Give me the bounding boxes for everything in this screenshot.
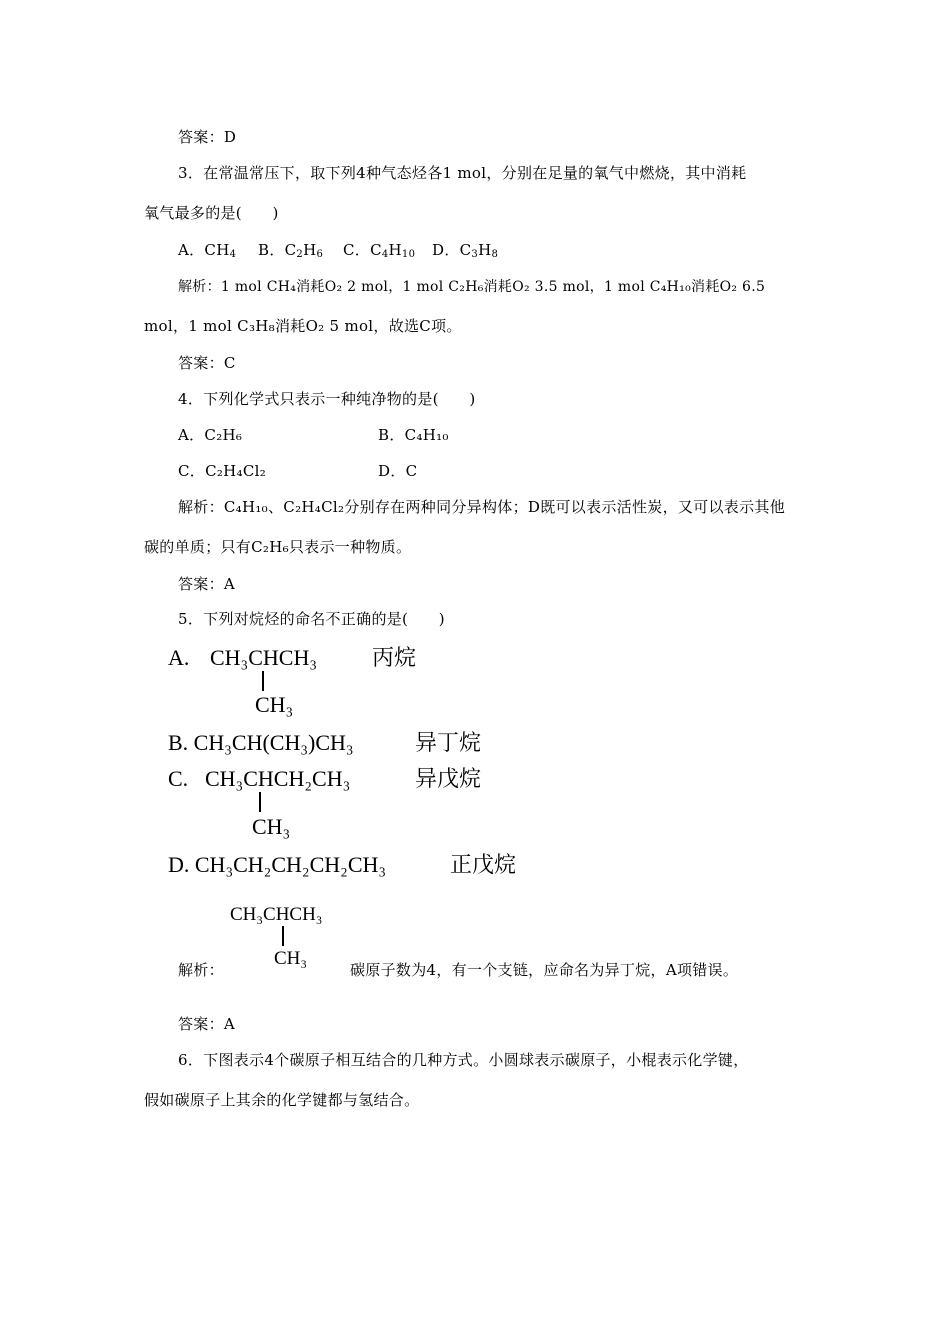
q5-option-a-branch: CH₃ bbox=[255, 692, 294, 717]
q3-analysis-line-2: mol，1 mol C₃H₈消耗O₂ 5 mol，故选C项。 bbox=[144, 317, 462, 335]
q5-analysis-branch: CH₃ bbox=[274, 948, 308, 969]
q4-analysis-line-2: 碳的单质；只有C₂H₆只表示一种物质。 bbox=[144, 538, 412, 556]
q3-stem-line-1: 3．在常温常压下，取下列4种气态烃各1 mol，分别在足量的氧气中燃烧，其中消耗 bbox=[178, 164, 747, 182]
answer-q5: 答案：A bbox=[178, 1015, 236, 1033]
q3-option-d: D．$C_3H_8$ bbox=[432, 241, 499, 260]
answer-q3: 答案：C bbox=[178, 354, 236, 372]
q4-stem: 4．下列化学式只表示一种纯净物的是( ) bbox=[178, 390, 476, 408]
q5-analysis-label: 解析： bbox=[178, 961, 224, 979]
q6-stem-line-2: 假如碳原子上其余的化学键都与氢结合。 bbox=[144, 1091, 420, 1109]
q6-stem-line-1: 6．下图表示4个碳原子相互结合的几种方式。小圆球表示碳原子，小棍表示化学键， bbox=[178, 1051, 749, 1069]
q3-stem-line-2: 氧气最多的是( ) bbox=[144, 204, 279, 222]
q5-analysis-text: 碳原子数为4，有一个支链，应命名为异丁烷，A项错误。 bbox=[350, 961, 739, 979]
q5-stem: 5．下列对烷烃的命名不正确的是( ) bbox=[178, 610, 445, 628]
q5-option-c-name: 异戊烷 bbox=[415, 766, 482, 791]
q4-option-d: D．C bbox=[378, 462, 418, 480]
q4-analysis-line-1: 解析：C₄H₁₀、C₂H₄Cl₂分别存在两种同分异构体；D既可以表示活性炭，又可以表示其他 bbox=[178, 498, 785, 516]
q5-option-d-formula: D. CH₃CH₂CH₂CH₂CH₃ bbox=[168, 852, 387, 877]
q3-option-b: B．$C_2H_6$ bbox=[258, 241, 324, 260]
q5-option-c-formula: CH₃CHCH₂CH₃ bbox=[205, 766, 351, 791]
q5-option-c-label: C. bbox=[168, 766, 189, 791]
answer-q2: 答案：D bbox=[178, 128, 237, 146]
q3-analysis-line-1: 解析：1 mol CH₄消耗O₂ 2 mol，1 mol C₂H₆消耗O₂ 3.5 mol，1 mol C₄H₁₀消耗O₂ 6.5 bbox=[178, 279, 766, 295]
q5-option-a-label: A. bbox=[168, 645, 190, 670]
q5-option-b-name: 异丁烷 bbox=[415, 730, 482, 755]
q5-option-c-branch: CH₃ bbox=[252, 814, 291, 839]
q3-option-c: C．$C_4H_{10}$ bbox=[343, 241, 416, 260]
q3-option-a: A．$CH_4$ bbox=[178, 241, 237, 260]
q4-option-a: A．C₂H₆ bbox=[178, 426, 243, 444]
q5-option-b-formula: B. CH₃CH(CH₃)CH₃ bbox=[168, 730, 354, 755]
q5-option-a-formula: CH₃CHCH₃ bbox=[210, 645, 318, 670]
q5-option-d-name: 正戊烷 bbox=[450, 852, 517, 877]
q5-analysis-formula: CH₃CHCH₃ bbox=[230, 904, 323, 925]
q4-option-c: C．C₂H₄Cl₂ bbox=[178, 462, 267, 480]
q4-option-b: B．C₄H₁₀ bbox=[378, 426, 449, 444]
q5-option-a-bond bbox=[262, 671, 264, 691]
q5-analysis-bond bbox=[282, 926, 284, 946]
answer-q4: 答案：A bbox=[178, 575, 236, 593]
q5-option-a-name: 丙烷 bbox=[372, 645, 417, 670]
q5-option-c-bond bbox=[259, 792, 261, 812]
